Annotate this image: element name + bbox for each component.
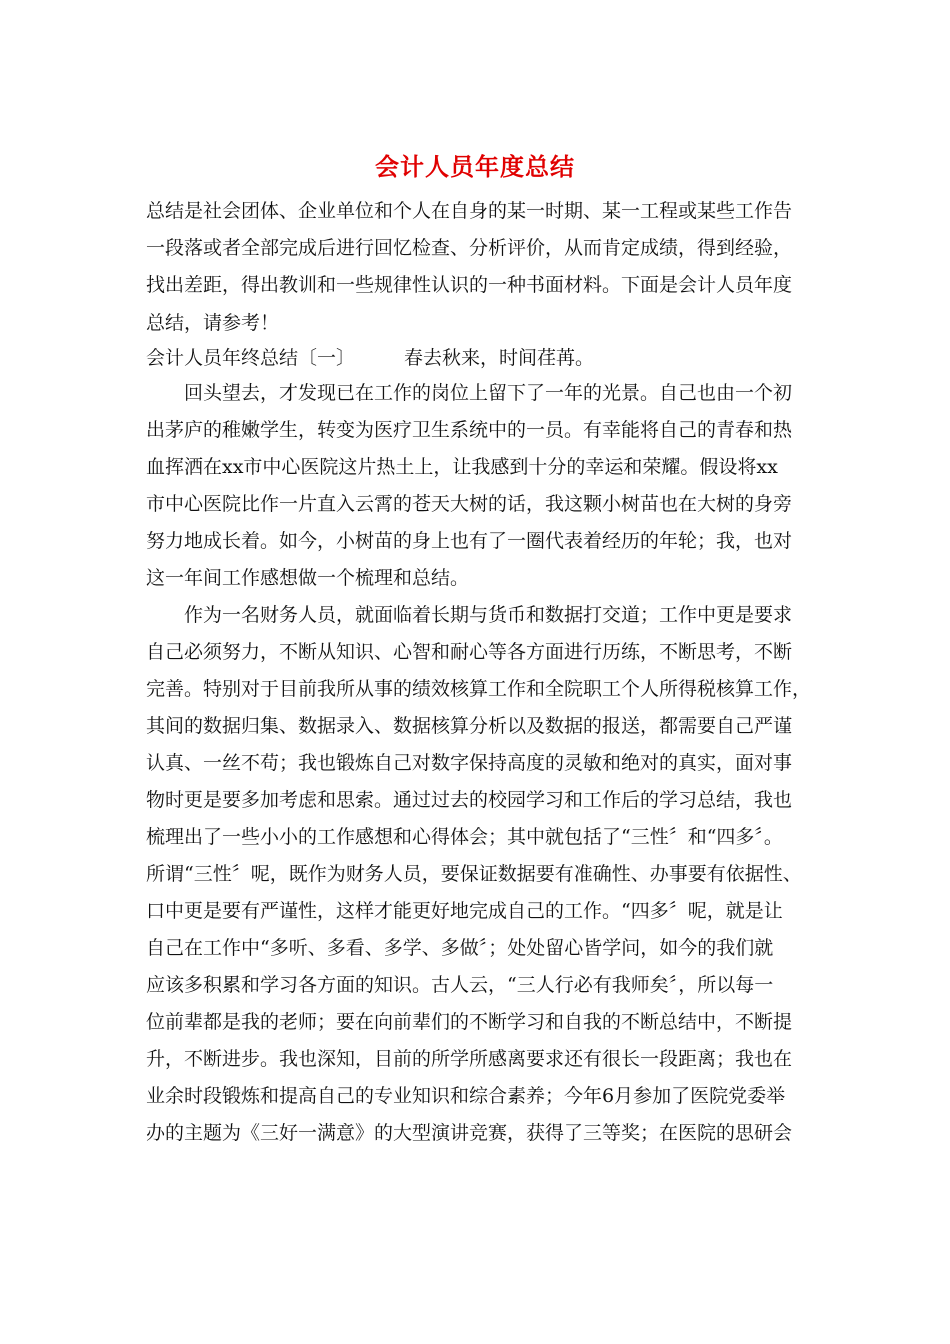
paragraph-line: 应该多积累和学习各方面的知识。古人云，“三人行必有我师矣〞，所以每一 [146, 974, 774, 996]
paragraph-line: 出茅庐的稚嫩学生，转变为医疗卫生系统中的一员。有幸能将自己的青春和热 [146, 419, 793, 441]
paragraph-line: 升，不断进步。我也深知，目前的所学所感离要求还有很长一段距离；我也在 [146, 1048, 793, 1070]
paragraph-line: 梳理出了一些小小的工作感想和心得体会；其中就包括了“三性〞和“四多〞。 [146, 826, 783, 848]
document-title: 会计人员年度总结 [375, 153, 575, 181]
paragraph-line: 市中心医院比作一片直入云霄的苍天大树的话，我这颗小树苗也在大树的身旁 [146, 493, 793, 515]
intro-line: 一段落或者全部完成后进行回忆检查、分析评价，从而肯定成绩，得到经验， [146, 237, 793, 259]
paragraph-line: 物时更是要多加考虑和思索。通过过去的校园学习和工作后的学习总结，我也 [146, 789, 793, 811]
paragraph-line: 自己必须努力，不断从知识、心智和耐心等各方面进行历练，不断思考，不断 [146, 641, 793, 663]
paragraph-line: 办的主题为《三好一满意》的大型演讲竞赛，获得了三等奖；在医院的思研会 [146, 1122, 793, 1144]
paragraph-line: 业余时段锻炼和提高自己的专业知识和综合素养；今年6月参加了医院党委举 [146, 1085, 786, 1107]
paragraph-line: 回头望去，才发现已在工作的岗位上留下了一年的光景。自己也由一个初 [184, 382, 793, 404]
paragraph-line: 努力地成长着。如今，小树苗的身上也有了一圈代表着经历的年轮；我，也对 [146, 530, 793, 552]
paragraph-line: 自己在工作中“多听、多看、多学、多做〞；处处留心皆学问，如今的我们就 [146, 937, 774, 959]
paragraph-line: 血挥洒在xx市中心医院这片热土上，让我感到十分的幸运和荣耀。假设将xx [146, 456, 778, 478]
intro-line: 找出差距，得出教训和一些规律性认识的一种书面材料。下面是会计人员年度 [146, 274, 793, 296]
section-heading-tail: 春去秋来，时间荏苒。 [404, 347, 595, 369]
paragraph-line: 完善。特别对于目前我所从事的绩效核算工作和全院职工个人所得税核算工作， [146, 678, 812, 700]
section-heading: 会计人员年终总结〔一〕 [146, 347, 356, 369]
paragraph-line: 作为一名财务人员，就面临着长期与货币和数据打交道；工作中更是要求 [184, 604, 793, 626]
paragraph-line: 口中更是要有严谨性，这样才能更好地完成自己的工作。“四多〞呢，就是让 [146, 900, 783, 922]
paragraph-line: 这一年间工作感想做一个梳理和总结。 [146, 567, 470, 589]
paragraph-line: 所谓“三性〞呢，既作为财务人员，要保证数据要有准确性、办事要有依据性、 [146, 863, 802, 885]
paragraph-line: 认真、一丝不苟；我也锻炼自己对数字保持高度的灵敏和绝对的真实，面对事 [146, 752, 793, 774]
intro-line: 总结是社会团体、企业单位和个人在自身的某一时期、某一工程或某些工作告 [146, 200, 793, 222]
paragraph-line: 其间的数据归集、数据录入、数据核算分析以及数据的报送，都需要自己严谨 [146, 715, 793, 737]
intro-line: 总结，请参考！ [146, 312, 280, 334]
paragraph-line: 位前辈都是我的老师；要在向前辈们的不断学习和自我的不断总结中，不断提 [146, 1011, 793, 1033]
